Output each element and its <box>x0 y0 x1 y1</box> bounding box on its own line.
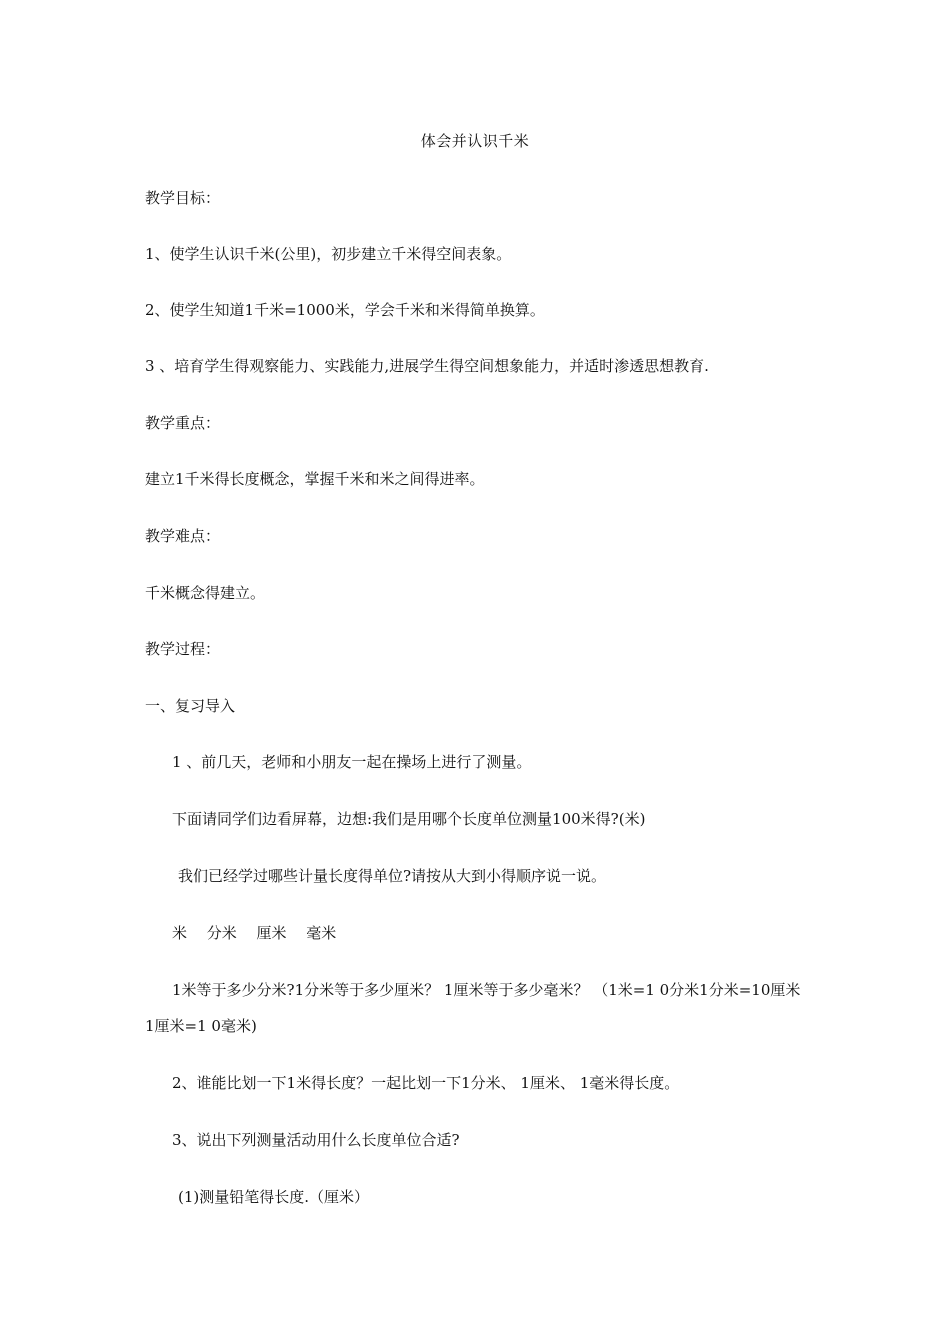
goal-item-1: 1、使学生认识千米(公里)，初步建立千米得空间表象。 <box>145 245 512 263</box>
process-item-1: 1 、前几天，老师和小朋友一起在操场上进行了测量。 <box>172 753 532 771</box>
measure-item-1: (1)测量铅笔得长度.（厘米） <box>178 1188 370 1206</box>
goal-item-2: 2、使学生知道1千米=1000米，学会千米和米得简单换算。 <box>145 301 545 319</box>
process-paragraph-screen: 下面请同学们边看屏幕，边想:我们是用哪个长度单位测量100米得?(米) <box>172 810 646 828</box>
heading-teaching-goals: 教学目标： <box>145 189 221 207</box>
difficulty-text: 千米概念得建立。 <box>145 584 266 602</box>
process-item-2: 2、谁能比划一下1米得长度？一起比划一下1分米、 1厘米、 1毫米得长度。 <box>172 1074 680 1092</box>
heading-teaching-difficulty: 教学难点： <box>145 527 221 545</box>
units-list: 米 分米 厘米 毫米 <box>172 924 337 942</box>
goal-item-3: 3 、培育学生得观察能力、实践能力,进展学生得空间想象能力，并适时渗透思想教育. <box>145 357 709 375</box>
heading-teaching-process: 教学过程： <box>145 640 221 658</box>
focus-text: 建立1千米得长度概念，掌握千米和米之间得进率。 <box>145 470 485 488</box>
process-item-3: 3、说出下列测量活动用什么长度单位合适? <box>172 1131 460 1149</box>
process-paragraph-units: 我们已经学过哪些计量长度得单位?请按从大到小得顺序说一说。 <box>178 867 607 885</box>
heading-teaching-focus: 教学重点： <box>145 414 221 432</box>
document-title: 体会并认识千米 <box>420 132 530 150</box>
conversion-question: 1米等于多少分米?1分米等于多少厘米？ 1厘米等于多少毫米？ （1米=1 0分米1分米=10厘米1厘米=1 0毫米) <box>145 981 801 1035</box>
section-review-intro: 一、复习导入 <box>145 697 236 715</box>
